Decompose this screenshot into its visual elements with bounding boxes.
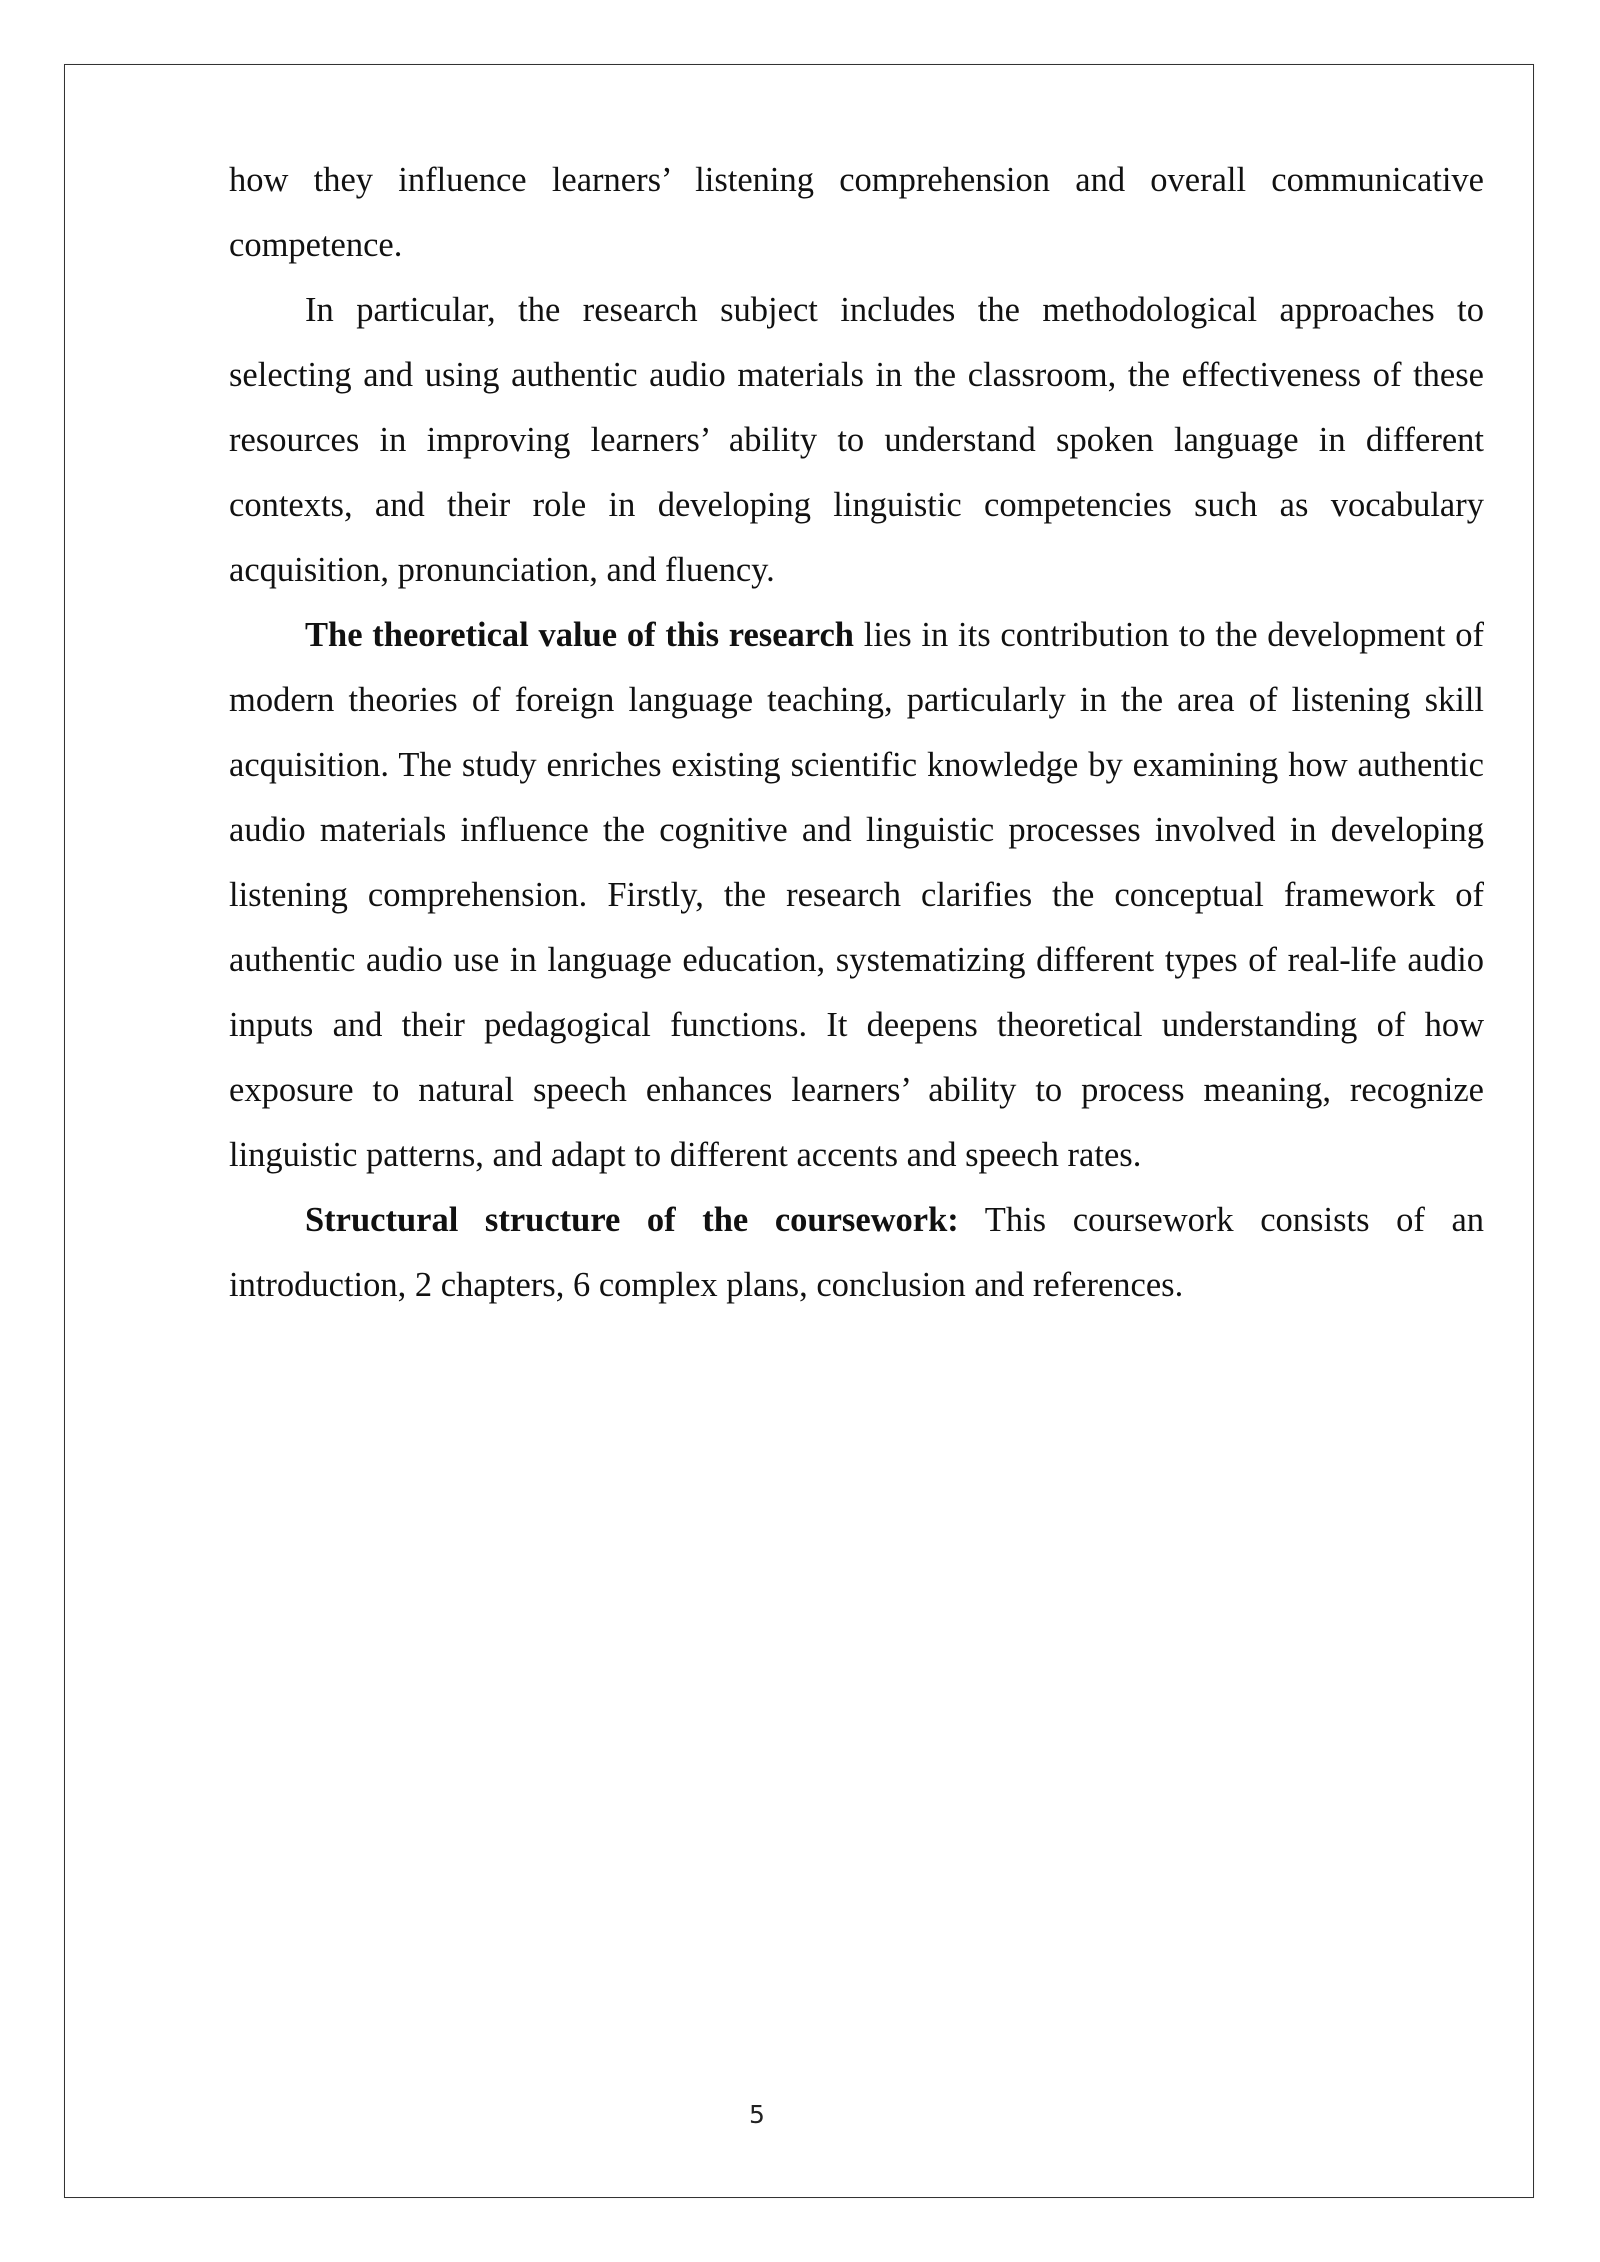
paragraph-text: how they influence learners’ listening comprehension and overall communicative competence.: [229, 161, 1484, 264]
paragraph-text: lies in its contribution to the development of modern theories of foreign language teaching, particularly in the area of listening skill acquisition. The study enriches existing scientific knowledge by examining how authentic audio materials influence the cognitive and linguistic processes involved in developing listening comprehension. Firstly, the research clarifies the conceptual framework of authentic audio use in language education, systematizing different types of real-life audio inputs and their pedagogical functions. It deepens theoretical understanding of how exposure to natural speech enhances learners’ ability to process meaning, recognize linguistic patterns, and adapt to different accents and speech rates.: [229, 616, 1484, 1174]
paragraph-text: This coursework consists of an introduction, 2 chapters, 6 complex plans, conclusion and references.: [229, 1201, 1485, 1304]
paragraph-bold-lead: Structural structure of the coursework:: [305, 1201, 959, 1239]
paragraph-structure: [229, 1188, 1484, 1318]
paragraph-continuation: [229, 148, 1484, 278]
page-number: 5: [749, 2100, 765, 2129]
paragraph-theoretical-value: [229, 603, 1484, 1188]
paragraph-text: In particular, the research subject includes the methodological approaches to selecting and using authentic audio materials in the classroom, the effectiveness of these resources in improving learners’ ability to understand spoken language in different contexts, and their role in developing linguistic competencies such as vocabulary acquisition, pronunciation, and fluency.: [229, 291, 1484, 589]
paragraph-bold-lead: The theoretical value of this research: [305, 616, 854, 654]
document-body: [229, 148, 1484, 1318]
paragraph-research-subject: [229, 278, 1484, 603]
